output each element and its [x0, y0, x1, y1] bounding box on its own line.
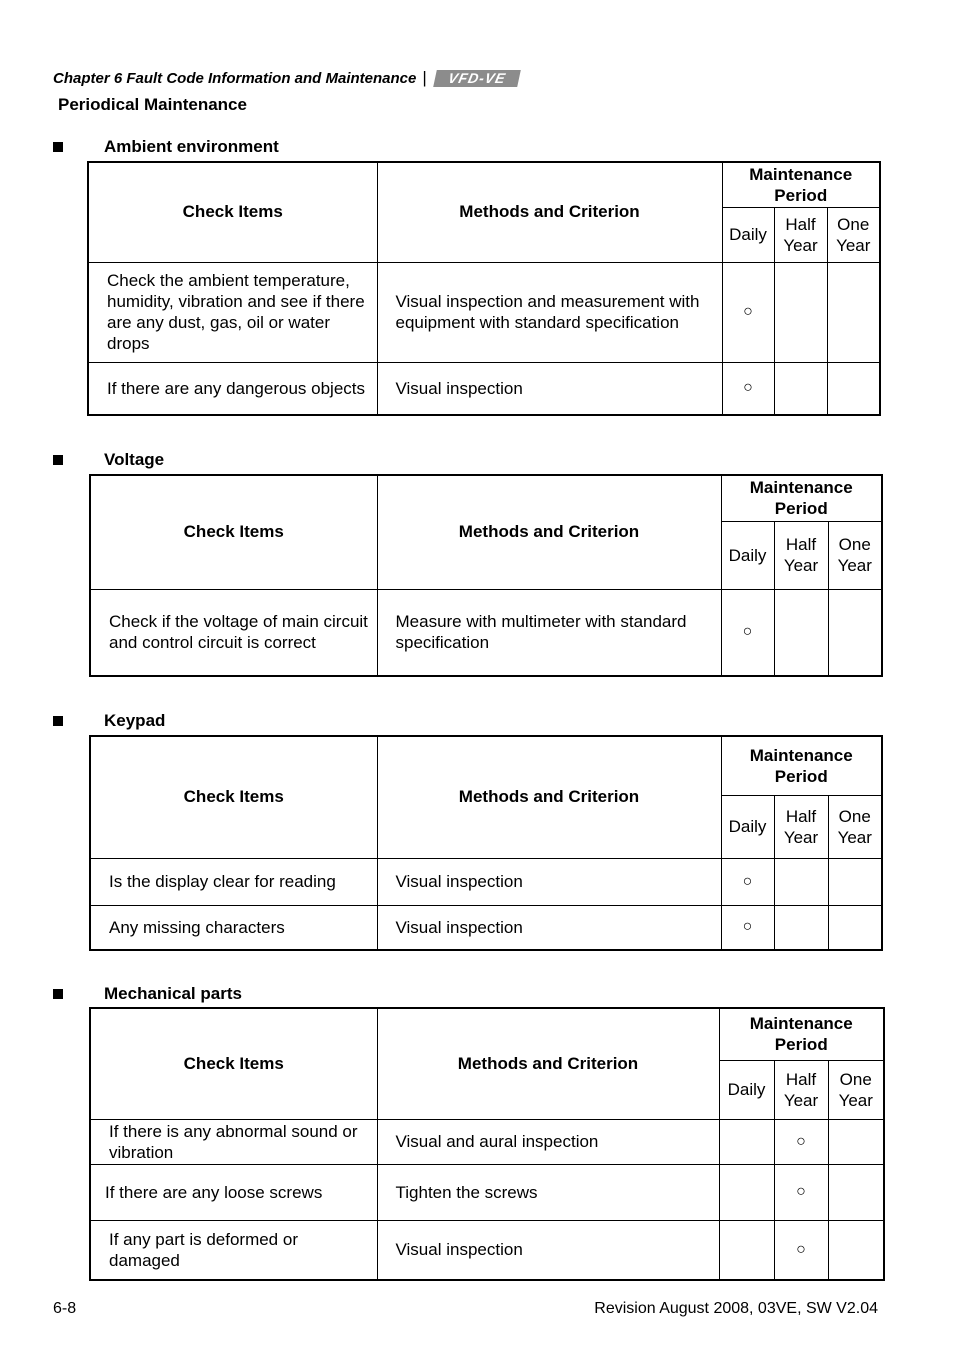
table-row — [88, 262, 880, 362]
square-bullet-icon — [53, 989, 63, 999]
chapter-title: Chapter 6 Fault Code Information and Maintenance — [53, 69, 417, 87]
header-separator: | — [422, 68, 427, 87]
method-criterion: Tighten the screws — [377, 1164, 719, 1220]
table-row — [90, 905, 882, 950]
col-header-one-year: One Year — [828, 521, 882, 589]
one-year-mark — [828, 589, 882, 676]
section-title: Keypad — [104, 711, 166, 730]
one-year-mark — [828, 858, 882, 905]
check-item: If any part is deformed or damaged — [90, 1220, 377, 1280]
col-header-daily: Daily — [721, 795, 774, 858]
col-header-daily: Daily — [719, 1060, 774, 1119]
maintenance-table-mechanical — [89, 1007, 885, 1281]
col-header-methods: Methods and Criterion — [377, 475, 721, 589]
col-header-half-year: Half Year — [774, 795, 828, 858]
table-row — [90, 1119, 884, 1164]
col-header-half-year: Half Year — [774, 1060, 828, 1119]
daily-mark: ○ — [722, 262, 774, 362]
col-header-half-year: Half Year — [774, 207, 827, 262]
revision-info: Revision August 2008, 03VE, SW V2.04 — [594, 1300, 878, 1317]
daily-mark: ○ — [721, 589, 774, 676]
daily-mark — [719, 1164, 774, 1220]
half-year-mark — [774, 262, 827, 362]
method-criterion: Visual and aural inspection — [377, 1119, 719, 1164]
col-header-check-items: Check Items — [90, 475, 377, 589]
daily-mark — [719, 1220, 774, 1280]
check-item: If there is any abnormal sound or vibration — [90, 1119, 377, 1164]
col-header-daily: Daily — [722, 207, 774, 262]
maintenance-table-voltage — [89, 474, 883, 677]
method-criterion: Visual inspection — [377, 858, 721, 905]
page-number: 6-8 — [53, 1300, 77, 1317]
one-year-mark — [827, 362, 880, 415]
table-row — [90, 1164, 884, 1220]
col-header-check-items: Check Items — [90, 736, 377, 858]
col-header-methods: Methods and Criterion — [377, 162, 722, 262]
section-heading-mechanical — [53, 983, 242, 1005]
table-row — [90, 589, 882, 676]
col-header-period: Maintenance Period — [721, 475, 882, 521]
half-year-mark — [774, 858, 828, 905]
maintenance-table-ambient — [87, 161, 881, 416]
daily-mark: ○ — [722, 362, 774, 415]
col-header-daily: Daily — [721, 521, 774, 589]
method-criterion: Visual inspection and measurement with equipment with standard specification — [377, 262, 722, 362]
method-criterion: Visual inspection — [377, 905, 721, 950]
check-item: If there are any dangerous objects — [88, 362, 377, 415]
section-title: Mechanical parts — [104, 984, 242, 1003]
half-year-mark: ○ — [774, 1164, 828, 1220]
check-item: Is the display clear for reading — [90, 858, 377, 905]
daily-mark: ○ — [721, 905, 774, 950]
check-item: Check the ambient temperature, humidity, vibration and see if there are any dust, gas, oil or water drops — [88, 262, 377, 362]
col-header-period: Maintenance Period — [721, 736, 882, 795]
check-item: If there are any loose screws — [90, 1164, 377, 1220]
section-heading-keypad — [53, 710, 165, 732]
half-year-mark — [774, 905, 828, 950]
col-header-one-year: One Year — [828, 795, 882, 858]
col-header-check-items: Check Items — [88, 162, 377, 262]
page-title: Periodical Maintenance — [58, 95, 247, 114]
table-row — [88, 362, 880, 415]
section-title: Ambient environment — [104, 137, 279, 156]
half-year-mark: ○ — [774, 1119, 828, 1164]
col-header-methods: Methods and Criterion — [377, 1008, 719, 1119]
chapter-header — [53, 68, 519, 88]
col-header-one-year: One Year — [828, 1060, 884, 1119]
one-year-mark — [828, 905, 882, 950]
half-year-mark — [774, 362, 827, 415]
daily-mark: ○ — [721, 858, 774, 905]
half-year-mark: ○ — [774, 1220, 828, 1280]
col-header-period: Maintenance Period — [719, 1008, 884, 1060]
col-header-half-year: Half Year — [774, 521, 828, 589]
section-heading-ambient — [53, 136, 279, 158]
col-header-methods: Methods and Criterion — [377, 736, 721, 858]
one-year-mark — [828, 1220, 884, 1280]
section-heading-voltage — [53, 449, 164, 471]
check-item: Check if the voltage of main circuit and control circuit is correct — [90, 589, 377, 676]
check-item: Any missing characters — [90, 905, 377, 950]
vfd-ve-logo: VFD-VE — [433, 70, 521, 87]
col-header-check-items: Check Items — [90, 1008, 377, 1119]
col-header-period: Maintenance Period — [722, 162, 880, 207]
one-year-mark — [828, 1164, 884, 1220]
method-criterion: Visual inspection — [377, 362, 722, 415]
section-title: Voltage — [104, 450, 165, 469]
daily-mark — [719, 1119, 774, 1164]
half-year-mark — [774, 589, 828, 676]
method-criterion: Visual inspection — [377, 1220, 719, 1280]
square-bullet-icon — [53, 455, 63, 465]
table-row — [90, 858, 882, 905]
maintenance-table-keypad — [89, 735, 883, 951]
col-header-one-year: One Year — [827, 207, 880, 262]
square-bullet-icon — [53, 716, 63, 726]
square-bullet-icon — [53, 142, 63, 152]
table-row — [90, 1220, 884, 1280]
method-criterion: Measure with multimeter with standard specification — [377, 589, 721, 676]
one-year-mark — [827, 262, 880, 362]
one-year-mark — [828, 1119, 884, 1164]
